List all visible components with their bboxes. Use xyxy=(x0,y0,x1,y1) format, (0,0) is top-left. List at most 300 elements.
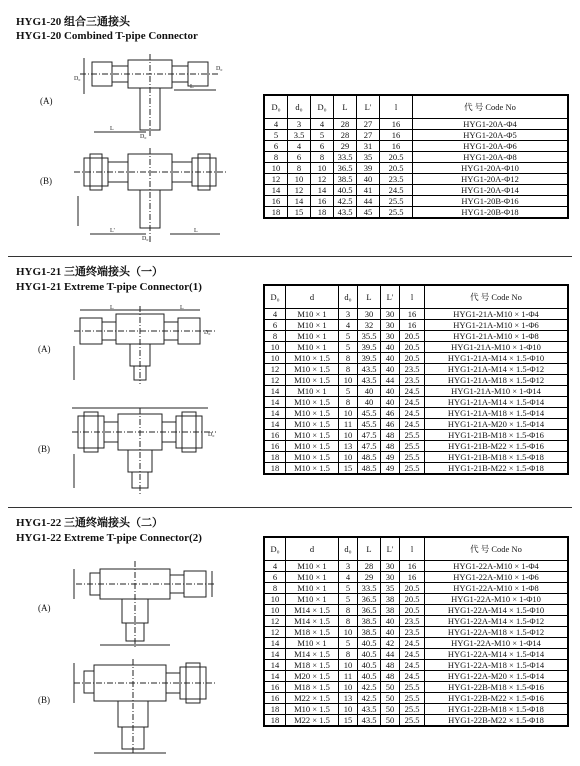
table-row xyxy=(264,364,568,375)
table-cell: 10 xyxy=(339,408,358,419)
table-cell: 33.5 xyxy=(358,583,381,594)
column-header: L' xyxy=(357,95,380,119)
table-row xyxy=(264,342,568,353)
table-cell: M10 × 1.5 xyxy=(286,430,339,441)
table-cell: 38 xyxy=(381,605,400,616)
table-cell: 35 xyxy=(357,152,380,163)
table-row xyxy=(264,441,568,452)
table-cell: 48 xyxy=(381,430,400,441)
table-cell: 16 xyxy=(380,141,413,152)
table-cell: M10 × 1 xyxy=(286,342,339,353)
spec-table-hyg1-20 xyxy=(263,94,569,219)
table-cell: 11 xyxy=(339,671,358,682)
table-cell: 23.5 xyxy=(400,627,425,638)
table-cell: 18 xyxy=(264,704,286,715)
table-cell: 42.5 xyxy=(334,196,357,207)
table-cell: 29 xyxy=(334,141,357,152)
tee-diagram-b xyxy=(70,406,220,496)
table-cell: 27 xyxy=(357,130,380,141)
table-cell: 38.5 xyxy=(358,616,381,627)
column-header: l xyxy=(400,537,425,561)
code-cell: HYG1-20A-Φ12 xyxy=(413,174,569,185)
svg-text:L: L xyxy=(110,305,114,311)
table-row xyxy=(264,408,568,419)
table-cell: 14 xyxy=(264,419,286,430)
table-cell: 13 xyxy=(339,693,358,704)
table-cell: 46 xyxy=(381,419,400,430)
table-cell: 14 xyxy=(288,196,311,207)
svg-text:L': L' xyxy=(110,228,115,234)
code-cell: HYG1-21A-M18 × 1.5-Φ14 xyxy=(425,408,569,419)
column-header: l xyxy=(380,95,413,119)
code-cell: HYG1-20B-Φ18 xyxy=(413,207,569,219)
table-cell: 10 xyxy=(264,163,288,174)
table-cell: M10 × 1.5 xyxy=(286,441,339,452)
table-cell: 50 xyxy=(381,693,400,704)
table-cell: 18 xyxy=(264,715,286,727)
table-cell: 12 xyxy=(264,174,288,185)
code-cell: HYG1-22A-M14 × 1.5-Φ10 xyxy=(425,605,569,616)
table-cell: 43.5 xyxy=(334,207,357,219)
table-cell: 40 xyxy=(381,616,400,627)
table-row xyxy=(264,331,568,342)
table-cell: 35 xyxy=(381,583,400,594)
table-cell: 6 xyxy=(264,141,288,152)
table-cell: 10 xyxy=(339,627,358,638)
code-cell: HYG1-21A-M10 × 1-Φ6 xyxy=(425,320,569,331)
column-header: d xyxy=(286,285,339,309)
table-cell: 10 xyxy=(311,163,334,174)
table-cell: 40.5 xyxy=(334,185,357,196)
code-cell: HYG1-22B-M22 × 1.5-Φ18 xyxy=(425,715,569,727)
table-cell: 50 xyxy=(381,704,400,715)
table-cell: 12 xyxy=(288,185,311,196)
table-cell: 24.5 xyxy=(400,649,425,660)
table-row xyxy=(264,320,568,331)
code-cell: HYG1-22B-M22 × 1.5-Φ16 xyxy=(425,693,569,704)
table-cell: 18 xyxy=(264,452,286,463)
section-title-cn: HYG1-22 三通终端接头（二） xyxy=(16,517,163,529)
code-cell: HYG1-22A-M18 × 1.5-Φ12 xyxy=(425,627,569,638)
table-cell: 40 xyxy=(381,364,400,375)
column-header: 代 号 Code No xyxy=(425,285,569,309)
table-cell: 4 xyxy=(264,309,286,320)
table-cell: 18 xyxy=(264,207,288,219)
diagram-label-b: (B) xyxy=(38,444,50,454)
table-cell: 8 xyxy=(311,152,334,163)
spec-table-hyg1-21 xyxy=(263,284,569,475)
table-cell: 20.5 xyxy=(400,331,425,342)
table-row xyxy=(264,616,568,627)
table-cell: 25.5 xyxy=(400,430,425,441)
table-cell: 5 xyxy=(339,342,358,353)
table-cell: M10 × 1.5 xyxy=(286,463,339,475)
code-cell: HYG1-22A-M10 × 1-Φ6 xyxy=(425,572,569,583)
table-cell: 39 xyxy=(357,163,380,174)
table-cell: 25.5 xyxy=(400,441,425,452)
table-cell: 30 xyxy=(381,331,400,342)
table-cell: 20.5 xyxy=(400,342,425,353)
table-cell: 12 xyxy=(311,174,334,185)
table-cell: 48.5 xyxy=(358,463,381,475)
table-cell: 5 xyxy=(311,130,334,141)
table-cell: 10 xyxy=(264,594,286,605)
table-row xyxy=(264,163,568,174)
table-row xyxy=(264,671,568,682)
table-cell: 14 xyxy=(311,185,334,196)
svg-text:L: L xyxy=(110,126,114,132)
table-row xyxy=(264,419,568,430)
table-cell: 40 xyxy=(381,353,400,364)
svg-text:L: L xyxy=(194,228,198,234)
table-cell: M22 × 1.5 xyxy=(286,693,339,704)
table-cell: M10 × 1.5 xyxy=(286,397,339,408)
table-cell: M14 × 1.5 xyxy=(286,605,339,616)
table-cell: 3 xyxy=(339,561,358,572)
table-cell: 50 xyxy=(381,682,400,693)
table-cell: 44 xyxy=(381,649,400,660)
code-cell: HYG1-20A-Φ10 xyxy=(413,163,569,174)
table-cell: 24.5 xyxy=(400,671,425,682)
column-header: d₀ xyxy=(288,95,311,119)
table-cell: 38.5 xyxy=(334,174,357,185)
table-cell: M10 × 1.5 xyxy=(286,375,339,386)
table-cell: 5 xyxy=(339,594,358,605)
table-row xyxy=(264,130,568,141)
table-cell: 43.5 xyxy=(358,375,381,386)
table-cell: 25.5 xyxy=(380,207,413,219)
table-cell: 8 xyxy=(339,616,358,627)
table-cell: 14 xyxy=(264,386,286,397)
table-cell: 32 xyxy=(358,320,381,331)
code-cell: HYG1-20A-Φ14 xyxy=(413,185,569,196)
table-row xyxy=(264,627,568,638)
table-header-row xyxy=(264,285,568,309)
tee-diagram-b xyxy=(70,657,220,757)
table-row xyxy=(264,682,568,693)
table-cell: 25.5 xyxy=(380,196,413,207)
table-cell: 16 xyxy=(264,693,286,704)
table-cell: 25.5 xyxy=(400,693,425,704)
table-cell: 10 xyxy=(288,174,311,185)
table-row xyxy=(264,207,568,219)
table-row xyxy=(264,660,568,671)
table-cell: 33.5 xyxy=(334,152,357,163)
table-cell: 6 xyxy=(311,141,334,152)
code-cell: HYG1-20A-Φ4 xyxy=(413,119,569,130)
table-cell: 3 xyxy=(339,309,358,320)
table-cell: 36.5 xyxy=(358,594,381,605)
code-cell: HYG1-21B-M22 × 1.5-Φ16 xyxy=(425,441,569,452)
table-cell: 25.5 xyxy=(400,715,425,727)
tee-diagram-b xyxy=(70,146,230,246)
column-header: D₀ xyxy=(264,285,286,309)
table-cell: 13 xyxy=(339,441,358,452)
table-cell: M10 × 1.5 xyxy=(286,353,339,364)
table-cell: 10 xyxy=(339,452,358,463)
column-header: L' xyxy=(381,537,400,561)
code-cell: HYG1-20A-Φ5 xyxy=(413,130,569,141)
code-cell: HYG1-20B-Φ16 xyxy=(413,196,569,207)
table-cell: 16 xyxy=(264,196,288,207)
table-cell: 43.5 xyxy=(358,364,381,375)
code-cell: HYG1-21A-M14 × 1.5-Φ12 xyxy=(425,364,569,375)
table-row xyxy=(264,572,568,583)
table-cell: M10 × 1 xyxy=(286,320,339,331)
table-cell: 25.5 xyxy=(400,452,425,463)
table-cell: 5 xyxy=(264,130,288,141)
table-cell: M10 × 1 xyxy=(286,572,339,583)
table-cell: 16 xyxy=(264,430,286,441)
table-cell: 28 xyxy=(334,119,357,130)
table-cell: 20.5 xyxy=(400,583,425,594)
table-cell: 39.5 xyxy=(358,353,381,364)
table-cell: 38.5 xyxy=(358,627,381,638)
table-cell: 6 xyxy=(264,572,286,583)
table-cell: 12 xyxy=(264,375,286,386)
tee-diagram-a xyxy=(70,50,230,140)
table-cell: 3.5 xyxy=(288,130,311,141)
table-cell: 40.5 xyxy=(358,638,381,649)
table-cell: 16 xyxy=(264,682,286,693)
table-cell: 3 xyxy=(288,119,311,130)
table-row xyxy=(264,649,568,660)
code-cell: HYG1-22A-M14 × 1.5-Φ14 xyxy=(425,649,569,660)
table-cell: 5 xyxy=(339,331,358,342)
table-cell: 20.5 xyxy=(400,594,425,605)
table-cell: 16 xyxy=(380,119,413,130)
table-row xyxy=(264,309,568,320)
code-cell: HYG1-22A-M10 × 1-Φ4 xyxy=(425,561,569,572)
table-cell: 20.5 xyxy=(400,605,425,616)
table-row xyxy=(264,638,568,649)
table-cell: M10 × 1.5 xyxy=(286,419,339,430)
code-cell: HYG1-22A-M18 × 1.5-Φ14 xyxy=(425,660,569,671)
table-cell: M14 × 1.5 xyxy=(286,649,339,660)
table-cell: 16 xyxy=(380,130,413,141)
table-cell: 35.5 xyxy=(358,331,381,342)
table-row xyxy=(264,152,568,163)
column-header: L xyxy=(358,537,381,561)
table-cell: 47.5 xyxy=(358,430,381,441)
table-cell: 4 xyxy=(339,572,358,583)
table-cell: 25.5 xyxy=(400,463,425,475)
code-cell: HYG1-20A-Φ6 xyxy=(413,141,569,152)
table-cell: 40.5 xyxy=(358,649,381,660)
table-cell: 14 xyxy=(264,638,286,649)
code-cell: HYG1-22A-M10 × 1-Φ14 xyxy=(425,638,569,649)
column-header: d₀ xyxy=(339,285,358,309)
svg-text:D₀: D₀ xyxy=(142,236,149,242)
table-cell: M20 × 1.5 xyxy=(286,671,339,682)
table-cell: M22 × 1.5 xyxy=(286,715,339,727)
table-cell: 14 xyxy=(264,408,286,419)
svg-text:D₀: D₀ xyxy=(204,330,211,336)
table-cell: 43.5 xyxy=(358,715,381,727)
code-cell: HYG1-22B-M18 × 1.5-Φ18 xyxy=(425,704,569,715)
table-cell: 5 xyxy=(339,386,358,397)
table-row xyxy=(264,594,568,605)
table-row xyxy=(264,397,568,408)
table-cell: 25.5 xyxy=(400,704,425,715)
table-row xyxy=(264,561,568,572)
table-cell: 15 xyxy=(339,463,358,475)
table-row xyxy=(264,196,568,207)
table-cell: 42 xyxy=(381,638,400,649)
table-cell: 24.5 xyxy=(400,419,425,430)
table-cell: M18 × 1.5 xyxy=(286,627,339,638)
table-cell: 41 xyxy=(357,185,380,196)
table-cell: 10 xyxy=(339,704,358,715)
section-hyg1-21 xyxy=(0,256,580,507)
column-header: d xyxy=(286,537,339,561)
table-cell: M18 × 1.5 xyxy=(286,682,339,693)
code-cell: HYG1-21A-M10 × 1-Φ4 xyxy=(425,309,569,320)
table-cell: 8 xyxy=(264,152,288,163)
table-row xyxy=(264,583,568,594)
diagram-label-a: (A) xyxy=(40,96,53,106)
table-cell: M10 × 1.5 xyxy=(286,704,339,715)
table-row xyxy=(264,141,568,152)
table-cell: 30 xyxy=(381,572,400,583)
table-cell: 40 xyxy=(358,386,381,397)
table-cell: 15 xyxy=(339,715,358,727)
table-cell: 42.5 xyxy=(358,682,381,693)
table-cell: 5 xyxy=(339,583,358,594)
code-cell: HYG1-22A-M20 × 1.5-Φ14 xyxy=(425,671,569,682)
section-title-en: HYG1-20 Combined T-pipe Connector xyxy=(16,30,198,42)
code-cell: HYG1-22A-M10 × 1-Φ10 xyxy=(425,594,569,605)
table-cell: 6 xyxy=(288,152,311,163)
table-cell: 40 xyxy=(358,397,381,408)
table-cell: 47.5 xyxy=(358,441,381,452)
section-hyg1-20 xyxy=(0,0,580,256)
table-row xyxy=(264,463,568,475)
table-cell: 8 xyxy=(339,649,358,660)
svg-text:L: L xyxy=(190,84,194,90)
svg-text:D₀: D₀ xyxy=(140,134,147,140)
table-body xyxy=(264,561,568,727)
table-cell: 8 xyxy=(339,605,358,616)
table-cell: 12 xyxy=(264,616,286,627)
table-cell: 46 xyxy=(381,408,400,419)
section-title-en: HYG1-21 Extreme T-pipe Connector(1) xyxy=(16,281,202,293)
table-cell: 24.5 xyxy=(400,638,425,649)
table-cell: 40.5 xyxy=(358,671,381,682)
svg-text:L: L xyxy=(180,305,184,311)
diagram-label-b: (B) xyxy=(38,695,50,705)
table-cell: 16 xyxy=(400,309,425,320)
table-cell: M10 × 1 xyxy=(286,594,339,605)
table-cell: M10 × 1.5 xyxy=(286,364,339,375)
code-cell: HYG1-22B-M18 × 1.5-Φ16 xyxy=(425,682,569,693)
table-cell: 39.5 xyxy=(358,342,381,353)
table-cell: 40 xyxy=(381,627,400,638)
table-row xyxy=(264,605,568,616)
column-header: D₀ xyxy=(264,95,288,119)
table-cell: 24.5 xyxy=(400,660,425,671)
table-cell: 23.5 xyxy=(400,364,425,375)
code-cell: HYG1-22A-M10 × 1-Φ8 xyxy=(425,583,569,594)
table-cell: M10 × 1 xyxy=(286,386,339,397)
section-title-en: HYG1-22 Extreme T-pipe Connector(2) xyxy=(16,532,202,544)
table-cell: 10 xyxy=(264,353,286,364)
table-cell: M10 × 1 xyxy=(286,638,339,649)
column-header: L xyxy=(334,95,357,119)
table-cell: 24.5 xyxy=(400,397,425,408)
table-cell: 30 xyxy=(381,320,400,331)
diagram-label-a: (A) xyxy=(38,603,51,613)
table-cell: 50 xyxy=(381,715,400,727)
table-cell: 48 xyxy=(381,660,400,671)
table-cell: 49 xyxy=(381,452,400,463)
column-header: 代 号 Code No xyxy=(425,537,569,561)
table-cell: 10 xyxy=(264,342,286,353)
table-row xyxy=(264,174,568,185)
table-row xyxy=(264,353,568,364)
table-cell: 10 xyxy=(339,682,358,693)
table-cell: 8 xyxy=(288,163,311,174)
table-cell: 24.5 xyxy=(400,408,425,419)
section-hyg1-22 xyxy=(0,507,580,766)
table-cell: 30 xyxy=(358,309,381,320)
table-cell: 4 xyxy=(264,561,286,572)
table-cell: 45 xyxy=(357,207,380,219)
table-cell: 14 xyxy=(264,185,288,196)
table-cell: 36.5 xyxy=(334,163,357,174)
table-cell: M10 × 1 xyxy=(286,583,339,594)
table-cell: 8 xyxy=(339,353,358,364)
svg-text:D₀: D₀ xyxy=(216,66,223,72)
table-body xyxy=(264,309,568,475)
column-header: d₀ xyxy=(339,537,358,561)
table-cell: 49 xyxy=(381,463,400,475)
table-cell: 20.5 xyxy=(380,152,413,163)
column-header: D₀ xyxy=(311,95,334,119)
table-cell: 10 xyxy=(264,605,286,616)
code-cell: HYG1-21A-M18 × 1.5-Φ12 xyxy=(425,375,569,386)
code-cell: HYG1-21B-M18 × 1.5-Φ18 xyxy=(425,452,569,463)
table-cell: 27 xyxy=(357,119,380,130)
table-cell: 4 xyxy=(339,320,358,331)
table-cell: 42.5 xyxy=(358,693,381,704)
column-header: L' xyxy=(381,285,400,309)
table-row xyxy=(264,452,568,463)
table-cell: 8 xyxy=(264,331,286,342)
tee-diagram-a xyxy=(70,559,220,649)
table-cell: 14 xyxy=(264,649,286,660)
table-cell: 8 xyxy=(264,583,286,594)
column-header: 代 号 Code No xyxy=(413,95,569,119)
table-cell: M10 × 1.5 xyxy=(286,452,339,463)
code-cell: HYG1-20A-Φ8 xyxy=(413,152,569,163)
table-row xyxy=(264,693,568,704)
table-cell: 43.5 xyxy=(358,704,381,715)
table-cell: 16 xyxy=(264,441,286,452)
table-cell: 4 xyxy=(288,141,311,152)
code-cell: HYG1-21A-M10 × 1-Φ8 xyxy=(425,331,569,342)
code-cell: HYG1-21B-M18 × 1.5-Φ16 xyxy=(425,430,569,441)
table-row xyxy=(264,386,568,397)
code-cell: HYG1-21A-M20 × 1.5-Φ14 xyxy=(425,419,569,430)
table-cell: 24.5 xyxy=(400,386,425,397)
table-cell: 12 xyxy=(264,364,286,375)
code-cell: HYG1-22A-M14 × 1.5-Φ12 xyxy=(425,616,569,627)
table-cell: 15 xyxy=(288,207,311,219)
table-cell: 10 xyxy=(339,660,358,671)
table-cell: 44 xyxy=(357,196,380,207)
table-cell: 40.5 xyxy=(358,660,381,671)
